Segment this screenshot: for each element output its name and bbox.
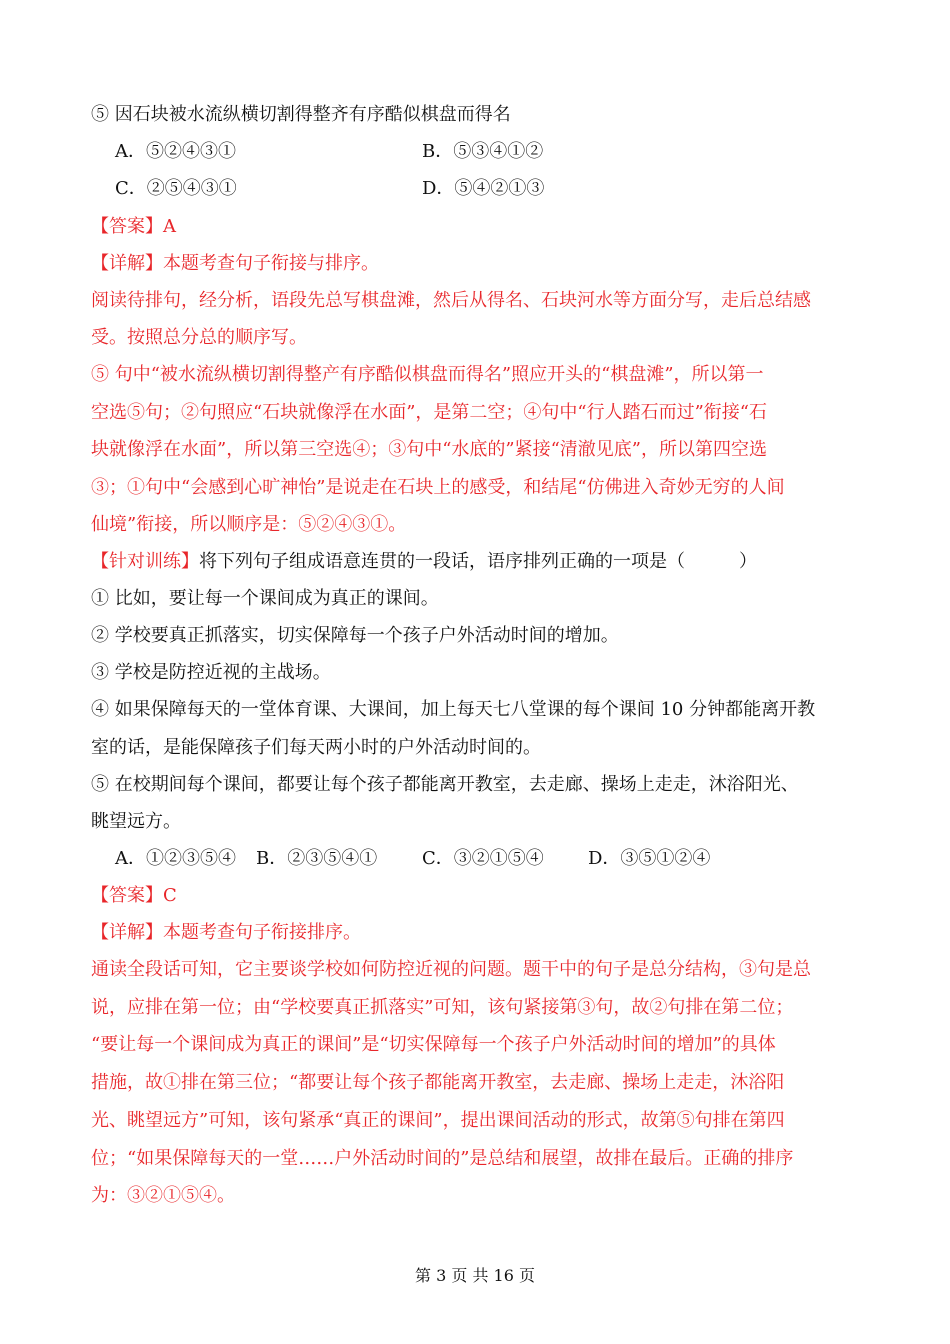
- q1-answer: 【答案】A: [91, 216, 176, 237]
- q2-option-a: A．①②③⑤④: [115, 848, 236, 869]
- q2-option-c: C．③②①⑤④: [422, 848, 544, 869]
- q1-explain-line: 受。按照总分总的顺序写。: [91, 327, 307, 348]
- q2-explain-line: 光、眺望远方”可知，该句紧承“真正的课间”，提出课间活动的形式，故第⑤句排在第四: [91, 1110, 785, 1131]
- q1-explain-title: 【详解】本题考查句子衔接与排序。: [91, 253, 379, 274]
- q2-explain-title: 【详解】本题考查句子衔接排序。: [91, 922, 361, 943]
- q1-option-b: B．⑤③④①②: [422, 141, 544, 162]
- q2-sentence: 室的话，是能保障孩子们每天两小时的户外活动时间的。: [91, 737, 541, 758]
- q2-sentence: ③ 学校是防控近视的主战场。: [91, 662, 331, 683]
- q2-sentence: ① 比如，要让每一个课间成为真正的课间。: [91, 588, 439, 609]
- q1-option-d: D．⑤④②①③: [422, 178, 545, 199]
- q2-practice-tag: 【针对训练】: [91, 551, 199, 572]
- q1-explain-line: 块就像浮在水面”，所以第三空选④；③句中“水底的”紧接“清澈见底”，所以第四空选: [91, 439, 768, 460]
- q2-explain-line: “要让每一个课间成为真正的课间”是“切实保障每一个孩子户外活动时间的增加”的具体: [91, 1034, 776, 1055]
- q2-option-d: D．③⑤①②④: [588, 848, 711, 869]
- q2-sentence: ④ 如果保障每天的一堂体育课、大课间，加上每天七八堂课的每个课间 10 分钟都能离开教: [91, 699, 816, 720]
- q2-answer: 【答案】C: [91, 885, 177, 906]
- q2-explain-line: 位；“如果保障每天的一堂……户外活动时间的”是总结和展望，故排在最后。正确的排序: [91, 1148, 794, 1169]
- q1-option-a: A．⑤②④③①: [115, 141, 236, 162]
- q1-sentence-5: ⑤ 因石块被水流纵横切割得整齐有序酷似棋盘而得名: [91, 104, 511, 125]
- q1-explain-line: 阅读待排句，经分析，语段先总写棋盘滩，然后从得名、石块河水等方面分写，走后总结感: [91, 290, 811, 311]
- q1-option-c: C．②⑤④③①: [115, 178, 237, 199]
- q2-stem-line: [91, 551, 871, 573]
- q2-sentence: ⑤ 在校期间每个课间，都要让每个孩子都能离开教室，去走廊、操场上走走，沐浴阳光、: [91, 774, 799, 795]
- q2-sentence: 眺望远方。: [91, 811, 181, 832]
- q2-explain-line: 通读全段话可知，它主要谈学校如何防控近视的问题。题干中的句子是总分结构，③句是总: [91, 959, 811, 980]
- page-footer: 第 3 页 共 16 页: [415, 1266, 535, 1285]
- q2-sentence: ② 学校要真正抓落实，切实保障每一个孩子户外活动时间的增加。: [91, 625, 619, 646]
- q1-explain-line: ⑤ 句中“被水流纵横切割得整产有序酷似棋盘而得名”照应开头的“棋盘滩”，所以第一: [91, 364, 764, 385]
- q1-explain-line: ③；①句中“会感到心旷神怡”是说走在石块上的感受，和结尾“仿佛进入奇妙无穷的人间: [91, 477, 785, 498]
- q1-explain-line: 仙境”衔接，所以顺序是：⑤②④③①。: [91, 514, 407, 535]
- q2-stem: 将下列句子组成语意连贯的一段话，语序排列正确的一项是（ ）: [199, 551, 757, 572]
- q2-explain-line: 为：③②①⑤④。: [91, 1185, 235, 1206]
- q2-option-b: B．②③⑤④①: [256, 848, 378, 869]
- q2-explain-line: 说，应排在第一位；由“学校要真正抓落实”可知，该句紧接第③句，故②句排在第二位；: [91, 997, 794, 1018]
- q1-explain-line: 空选⑤句；②句照应“石块就像浮在水面”，是第二空；④句中“行人踏石而过”衔接“石: [91, 402, 768, 423]
- q2-explain-line: 措施，故①排在第三位；“都要让每个孩子都能离开教室，去走廊、操场上走走，沐浴阳: [91, 1072, 785, 1093]
